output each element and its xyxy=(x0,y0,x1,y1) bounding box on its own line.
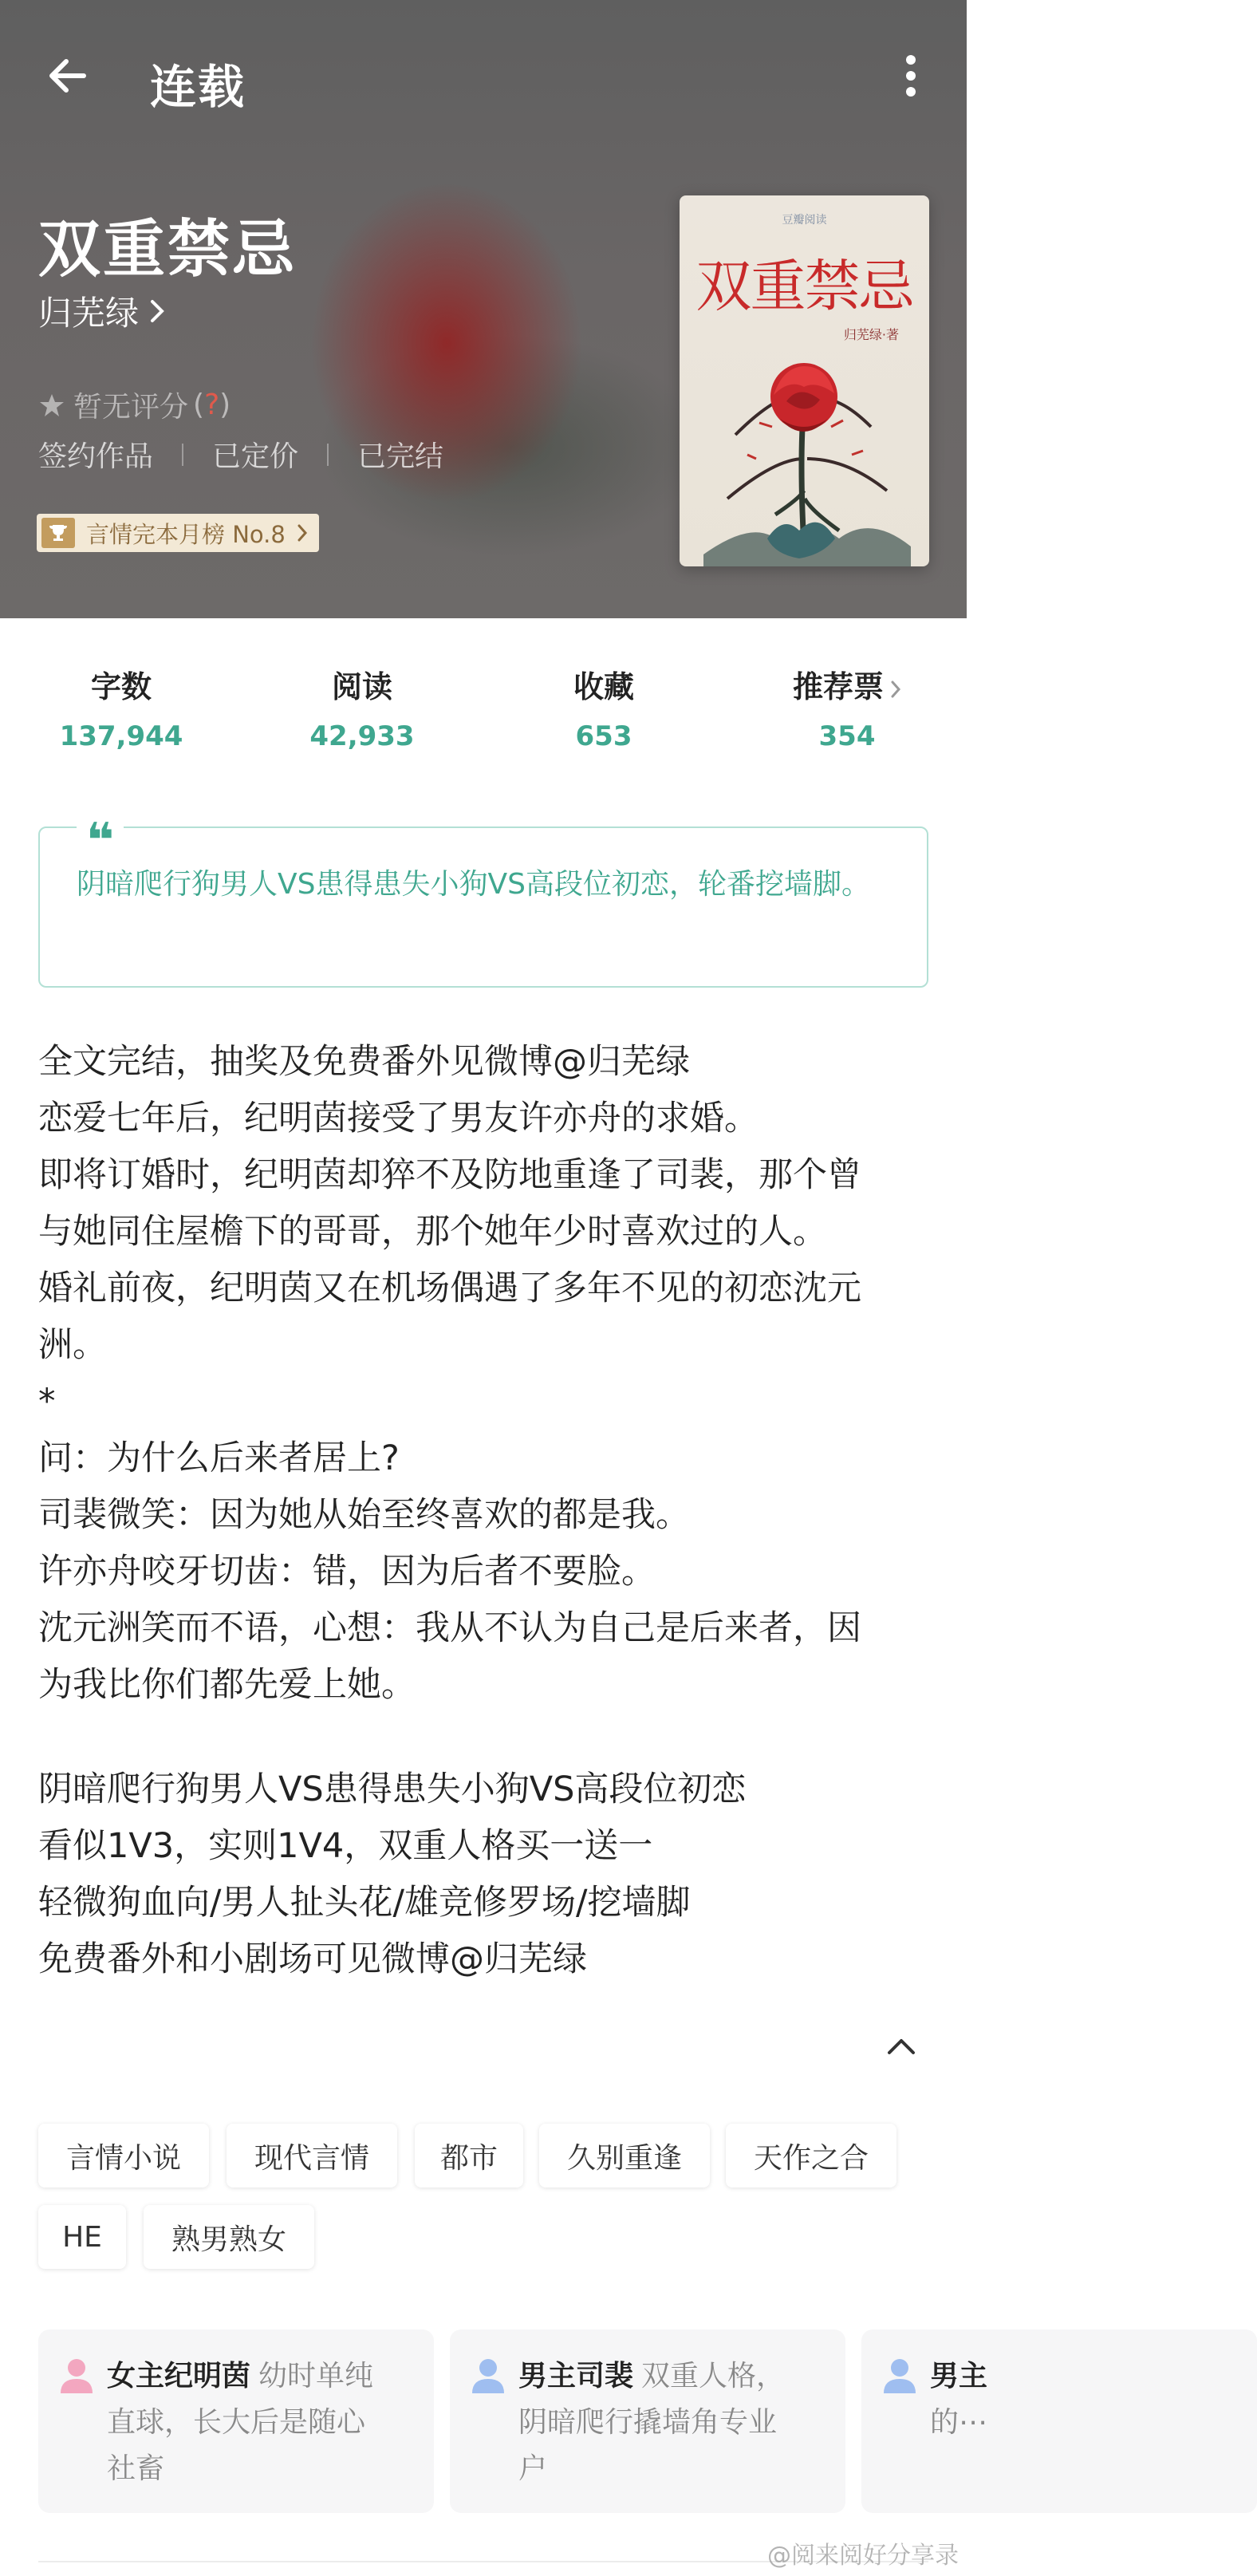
desc-line: 全文完结，抽奖及免费番外见微博@归芜绿 xyxy=(38,1042,690,1082)
back-button[interactable] xyxy=(40,48,96,104)
meta-completed: 已完结 xyxy=(357,440,444,473)
trophy-icon xyxy=(41,518,75,548)
tag-romance-novel[interactable]: 言情小说 xyxy=(38,2124,209,2187)
character-desc: 社畜 xyxy=(107,2452,165,2485)
tagline-box xyxy=(38,813,928,988)
more-button[interactable] xyxy=(887,48,935,104)
book-cover[interactable] xyxy=(680,195,929,566)
chevron-right-icon xyxy=(890,679,901,700)
character-desc: 直球，长大后是随心 xyxy=(107,2406,366,2439)
stat-label: 阅读 xyxy=(331,669,392,704)
chevron-right-icon xyxy=(148,298,166,325)
desc-line: 看似1V3，实则1V4，双重人格买一送一 xyxy=(38,1826,653,1866)
character-name: 女主纪明茵 xyxy=(107,2360,251,2393)
cover-author: 归芜绿·著 xyxy=(843,327,899,342)
desc-line: 问：为什么后来者居上? xyxy=(38,1438,400,1478)
desc-line: * xyxy=(38,1382,56,1422)
quote-icon: ❝ xyxy=(77,817,124,852)
rating-text: 暂无评分 xyxy=(73,391,189,424)
character-desc: 户 xyxy=(518,2452,548,2485)
tag-reunion[interactable]: 久别重逢 xyxy=(539,2124,710,2187)
character-name: 男主 xyxy=(930,2360,988,2393)
character-name: 男主司裴 xyxy=(518,2360,634,2393)
arrow-left-icon xyxy=(45,53,90,98)
author-name: 归芜绿 xyxy=(38,294,140,333)
desc-line: 即将订婚时，纪明茵却猝不及防地重逢了司裴，那个曾 xyxy=(38,1155,861,1195)
desc-line: 轻微狗血向/男人扯头花/雄竞修罗场/挖墙脚 xyxy=(38,1883,691,1923)
character-desc: 的⋯ xyxy=(930,2406,988,2439)
male-user-icon xyxy=(882,2357,917,2395)
star-icon xyxy=(38,392,65,419)
book-description xyxy=(38,1034,928,1988)
desc-line: 许亦舟咬牙切齿：错，因为后者不要脸。 xyxy=(38,1552,656,1592)
character-card[interactable] xyxy=(450,2329,845,2513)
stat-word-count xyxy=(41,662,201,752)
character-card[interactable] xyxy=(861,2329,1257,2513)
stat-label: 字数 xyxy=(90,669,152,704)
meta-priced: 已定价 xyxy=(212,440,299,473)
stat-label: 收藏 xyxy=(573,669,634,704)
watermark: @阅来阅好分享录 xyxy=(767,2542,959,2570)
collapse-description-button[interactable] xyxy=(877,2026,925,2066)
character-card[interactable] xyxy=(38,2329,434,2513)
divider xyxy=(327,444,329,466)
desc-line: 免费番外和小剧场可见微博@归芜绿 xyxy=(38,1939,587,1979)
more-vertical-icon xyxy=(903,52,919,100)
desc-line: 司裴微笑：因为她从始至终喜欢的都是我。 xyxy=(38,1495,690,1535)
chevron-up-icon xyxy=(885,2036,917,2057)
rating-help[interactable]: (?) xyxy=(193,389,231,421)
author-link[interactable] xyxy=(38,287,166,335)
meta-signed: 签约作品 xyxy=(38,440,154,473)
stat-value: 653 xyxy=(575,720,632,752)
stat-value: 42,933 xyxy=(309,720,415,752)
character-desc: 阴暗爬行撬墙角专业 xyxy=(518,2406,778,2439)
tag-mature[interactable]: 熟男熟女 xyxy=(144,2205,314,2269)
desc-line: 为我比你们都先爱上她。 xyxy=(38,1665,416,1705)
paragraph-gap xyxy=(38,1714,928,1761)
book-title: 双重禁忌 xyxy=(38,214,298,286)
desc-line: 沈元洲笑而不语，心想：我从不认为自己是后来者，因 xyxy=(38,1608,861,1648)
desc-line: 洲。 xyxy=(38,1325,107,1365)
rank-badge[interactable] xyxy=(37,514,319,552)
tagline-text: 阴暗爬行狗男人VS患得患失小狗VS高段位初恋，轮番挖墙脚。 xyxy=(77,868,870,901)
rank-text: 言情完本月榜 No.8 xyxy=(86,520,286,548)
desc-line: 阴暗爬行狗男人VS患得患失小狗VS高段位初恋 xyxy=(38,1769,747,1809)
stat-favorites xyxy=(524,662,684,752)
tag-modern-romance[interactable]: 现代言情 xyxy=(227,2124,397,2187)
rating xyxy=(38,385,231,425)
desc-line: 与她同住屋檐下的哥哥，那个她年少时喜欢过的人。 xyxy=(38,1212,827,1252)
stat-label: 推荐票 xyxy=(792,669,884,704)
chevron-right-icon xyxy=(297,523,308,542)
divider xyxy=(182,444,183,466)
stat-recommend-votes[interactable] xyxy=(767,662,927,752)
character-desc: 双重人格， xyxy=(641,2360,786,2393)
book-meta xyxy=(38,434,443,475)
page-title: 连载 xyxy=(150,60,246,114)
rose-illustration xyxy=(680,195,929,566)
stat-reads xyxy=(282,662,442,752)
tag-urban[interactable]: 都市 xyxy=(415,2124,523,2187)
stat-value: 354 xyxy=(818,720,876,752)
character-desc: 幼时单纯 xyxy=(258,2360,374,2393)
question-icon: ? xyxy=(204,389,220,421)
tag-he[interactable]: HE xyxy=(38,2205,126,2269)
stat-value: 137,944 xyxy=(59,720,183,752)
female-user-icon xyxy=(59,2357,94,2395)
desc-line: 婚礼前夜，纪明茵又在机场偶遇了多年不见的初恋沈元 xyxy=(38,1268,861,1308)
book-stats xyxy=(0,662,967,774)
male-user-icon xyxy=(471,2357,506,2395)
tag-perfect-match[interactable]: 天作之合 xyxy=(726,2124,896,2187)
cover-title: 双重禁忌 xyxy=(695,254,913,319)
cover-publisher: 豆瓣阅读 xyxy=(782,214,827,227)
book-header xyxy=(0,0,967,618)
desc-line: 恋爱七年后，纪明茵接受了男友许亦舟的求婚。 xyxy=(38,1099,759,1138)
character-list xyxy=(38,2329,988,2513)
top-bar xyxy=(0,32,967,120)
